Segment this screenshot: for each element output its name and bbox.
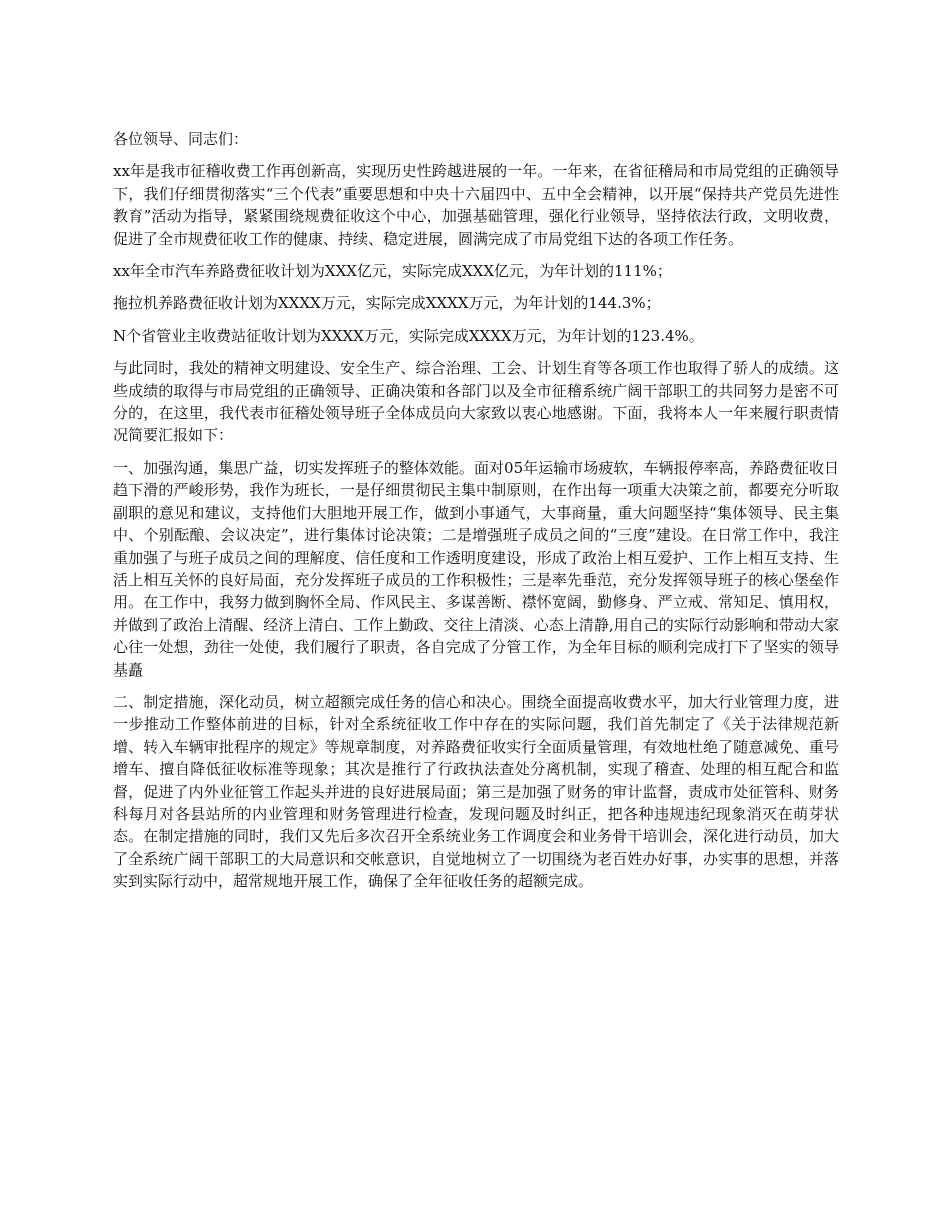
paragraph-section-one: 一、加强沟通，集思广益，切实发挥班子的整体效能。面对05年运输市场疲软，车辆报停率高，养路费征收日趋下滑的严峻形势，我作为班长，一是仔细贯彻民主集中制原则，在作出每一项重大决策之前，都要充分听取副职的意见和建议，支持他们大胆地开展工作，做到小事通气，大事商量，重大问题坚持“集体领导、民主集中、个别酝酿、会议决定”，进行集体讨论决策；二是增强班子成员之间的“三度”建设。在日常工作中，我注重加强了与班子成员之间的理解度、信任度和工作透明度建设，形成了政治上相互爱护、工作上相互支持、生活上相互关怀的良好局面，充分发挥班子成员的工作积极性；三是率先垂范，充分发挥领导班子的核心堡垒作用。在工作中，我努力做到胸怀全局、作风民主、多谋善断、襟怀宽阔，勤修身、严立戒、常知足、慎用权，并做到了政治上清醒、经济上清白、工作上勤政、交往上清淡、心态上清静,用自己的实际行动影响和带动大家心往一处想，劲往一处使，我们履行了职责，各自完成了分管工作，为全年目标的顺利完成打下了坚实的领导基矗	[113, 458, 839, 679]
paragraph-intro: xx年是我市征稽收费工作再创新高，实现历史性跨越进展的一年。一年来，在省征稽局和市局党组的正确领导下，我们仔细贯彻落实“三个代表”重要思想和中央十六届四中、五中全会精神，以开展“保持共产党员先进性教育”活动为指导，紧紧围绕规费征收这个中心，加强基础管理，强化行业领导，坚持依法行政，文明收费，促进了全市规费征收工作的健康、持续、稳定进展，圆满完成了市局党组下达的各项工作任务。	[113, 162, 839, 248]
paragraph-tractor-fee: 拖拉机养路费征收计划为XXXX万元，实际完成XXXX万元，为年计划的144.3%；	[113, 294, 661, 313]
paragraph-toll-station: N个省管业主收费站征收计划为XXXX万元，实际完成XXXX万元，为年计划的123.4%。	[113, 326, 704, 345]
document-page	[113, 128, 839, 903]
salutation: 各位领导、同志们：	[113, 130, 249, 148]
paragraph-car-fee: xx年全市汽车养路费征收计划为XXX亿元，实际完成XXX亿元，为年计划的111%；	[113, 262, 672, 281]
paragraph-achievements: 与此同时，我处的精神文明建设、安全生产、综合治理、工会、计划生育等各项工作也取得了骄人的成绩。这些成绩的取得与市局党组的正确领导、正确决策和各部门以及全市征稽系统广阔干部职工的共同努力是密不可分的，在这里，我代表市征稽处领导班子全体成员向大家致以衷心地感谢。下面，我将本人一年来履行职责情况简要汇报如下：	[113, 359, 839, 445]
paragraph-section-two: 二、制定措施，深化动员，树立超额完成任务的信心和决心。围绕全面提高收费水平，加大行业管理力度，进一步推动工作整体前进的目标，针对全系统征收工作中存在的实际问题，我们首先制定了《关于法律规范新增、转入车辆审批程序的规定》等规章制度，对养路费征收实行全面质量管理，有效地杜绝了随意减免、重号增车、擅自降低征收标准等现象；其次是推行了行政执法查处分离机制，实现了稽查、处理的相互配合和监督，促进了内外业征管工作起头并进的良好进展局面；第三是加强了财务的审计监督，责成市处征管科、财务科每月对各县站所的内业管理和财务管理进行检查，发现问题及时纠正，把各种违规违纪现象消灭在萌芽状态。在制定措施的同时，我们又先后多次召开全系统业务工作调度会和业务骨干培训会，深化进行动员，加大了全系统广阔干部职工的大局意识和交帐意识，自觉地树立了一切围绕为老百姓办好事，办实事的思想，并落实到实际行动中，超常规地开展工作，确保了全年征收任务的超额完成。	[113, 692, 839, 891]
